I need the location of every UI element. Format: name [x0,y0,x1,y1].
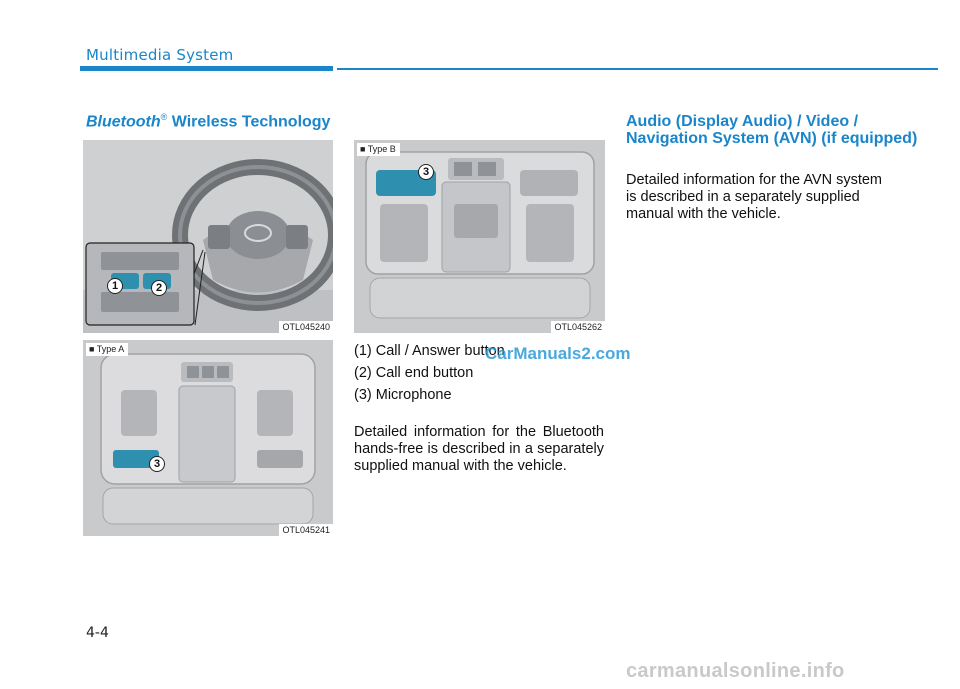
registered-mark: ® [160,112,168,122]
figure-code-type-a: OTL045241 [279,524,333,536]
bluetooth-body-text: Detailed information for the Bluetooth hands-free is described in a separately supplied manual with the vehicle. [354,424,604,474]
overhead-console-type-b-figure [354,140,605,333]
avn-body-text: Detailed information for the AVN system is described in a separately supplied manual with the vehicle. [626,172,883,222]
list-item: (2) Call end button [354,365,474,381]
callout-2: 2 [151,280,167,296]
page-number: 4-4 [86,625,109,641]
list-item: (3) Microphone [354,387,452,403]
steering-wheel-illustration [83,140,333,333]
callout-3-type-a: 3 [149,456,165,472]
figure-code-steering: OTL045240 [279,321,333,333]
steering-wheel-figure [83,140,333,333]
type-a-tag: ■ Type A [86,343,128,356]
callout-3-type-b: 3 [418,164,434,180]
section-title: Multimedia System [86,46,234,64]
figure-code-type-b: OTL045262 [551,321,605,333]
bluetooth-heading [86,112,330,131]
callout-1: 1 [107,278,123,294]
bluetooth-heading-brand: Bluetooth [86,113,161,131]
site-watermark: carmanualsonline.info [626,660,845,682]
header-rule-thin [337,68,938,70]
overhead-console-type-b-illustration [354,140,605,333]
overhead-console-type-a-illustration [83,340,333,536]
bluetooth-heading-rest: Wireless Technology [167,113,331,131]
watermark-text: CarManuals2.com [485,344,631,363]
header-rule-thick [80,66,333,71]
overhead-console-type-a-figure [83,340,333,536]
list-item: (1) Call / Answer button [354,343,505,359]
type-b-tag: ■ Type B [357,143,400,156]
avn-heading: Audio (Display Audio) / Video / Navigation System (AVN) (if equipped) [626,113,918,147]
